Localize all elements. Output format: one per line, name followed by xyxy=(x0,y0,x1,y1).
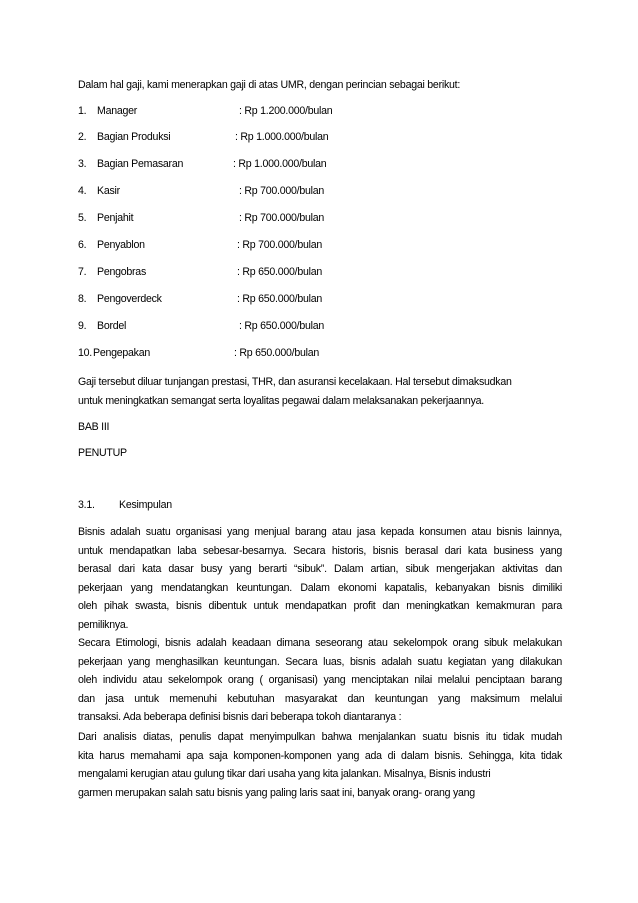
salary-item xyxy=(78,131,568,145)
salary-item-role: Pengobras xyxy=(97,266,146,278)
salary-item-role: Pengoverdeck xyxy=(97,293,162,305)
salary-item-role: Bagian Pemasaran xyxy=(97,158,184,170)
salary-item xyxy=(78,266,568,280)
paragraph-line: dan jasa untuk memenuhi kebutuhan masyarakat dan keuntungan yang maksimum melalui xyxy=(78,692,562,705)
salary-item-number: 7. xyxy=(78,266,87,278)
paragraph-line: oleh individu atau sekelompok orang ( organisasi) yang menciptakan nilai melalui penciptaan barang xyxy=(78,674,562,687)
section-number: 3.1. xyxy=(78,499,95,511)
salary-item-number: 2. xyxy=(78,131,87,143)
paragraph-line: kita harus memahami apa saja komponen-komponen yang ada di dalam bisnis. Sehingga, kita tidak xyxy=(78,749,562,762)
salary-item xyxy=(78,105,568,119)
paragraph-line: oleh pihak swasta, bisnis dibentuk untuk mendapatkan profit dan meningkatkan kemakmuran para xyxy=(78,600,562,613)
salary-item-amount: : Rp 650.000/bulan xyxy=(234,347,320,359)
salary-item-role: Pengepakan xyxy=(93,347,150,359)
salary-item-amount: : Rp 1.000.000/bulan xyxy=(235,131,329,143)
salary-item-role: Bordel xyxy=(97,320,127,332)
salary-item-number: 1. xyxy=(78,105,87,117)
salary-item-amount: : Rp 700.000/bulan xyxy=(239,212,325,224)
salary-item-number: 4. xyxy=(78,185,87,197)
paragraph-line: berasal dari kata dasar busy yang berarti “sibuk”. Dalam artian, sibuk mengerjakan aktivitas dan xyxy=(78,563,562,576)
salary-item-number: 6. xyxy=(78,239,87,251)
salary-item xyxy=(78,185,568,199)
salary-item-amount: : Rp 650.000/bulan xyxy=(239,320,325,332)
salary-item-role: Penyablon xyxy=(97,239,145,251)
salary-item-number: 9. xyxy=(78,320,87,332)
salary-item-amount: : Rp 650.000/bulan xyxy=(237,266,323,278)
paragraph-line: Secara Etimologi, bisnis adalah keadaan dimana seseorang atau sekelompok orang sibuk melakukan xyxy=(78,637,562,649)
salary-item-role: Penjahit xyxy=(97,212,134,224)
salary-item-amount: : Rp 700.000/bulan xyxy=(237,239,323,251)
salary-item xyxy=(78,239,568,253)
intro-text: Dalam hal gaji, kami menerapkan gaji di atas UMR, dengan perincian sebagai berikut: xyxy=(78,79,461,91)
salary-item-role: Manager xyxy=(97,105,138,117)
chapter-title: PENUTUP xyxy=(78,447,127,459)
salary-item xyxy=(78,212,568,226)
salary-item-number: 8. xyxy=(78,293,87,305)
chapter-heading: BAB III xyxy=(78,421,110,433)
salary-item-amount: : Rp 650.000/bulan xyxy=(237,293,323,305)
salary-item-amount: : Rp 700.000/bulan xyxy=(239,185,325,197)
salary-item-amount: : Rp 1.200.000/bulan xyxy=(239,105,333,117)
paragraph-line: Bisnis adalah suatu organisasi yang menjual barang atau jasa kepada konsumen atau bisnis lainnya, xyxy=(78,526,562,538)
salary-item-role: Kasir xyxy=(97,185,120,197)
salary-item xyxy=(78,158,568,172)
paragraph-line: pekerjaan yang menghasilkan keuntungan. Secara luas, bisnis adalah suatu kegiatan yang dilakukan xyxy=(78,655,562,668)
salary-item-number: 10. xyxy=(78,347,92,359)
paragraph-line: untuk mendapatkan laba sebesar-besarnya. Secara historis, bisnis berasal dari kata business yang xyxy=(78,544,562,557)
paragraph-line: Gaji tersebut diluar tunjangan prestasi, THR, dan asuransi kecelakaan. Hal tersebut dimaksudkan xyxy=(78,376,512,388)
salary-item-number: 3. xyxy=(78,158,87,170)
salary-item-amount: : Rp 1.000.000/bulan xyxy=(233,158,327,170)
salary-item-number: 5. xyxy=(78,212,87,224)
paragraph-line: pekerjaan yang mendatangkan keuntungan. Dalam ekonomi kapatalis, kebanyakan bisnis dimiliki xyxy=(78,581,562,594)
salary-item xyxy=(78,293,568,307)
salary-item xyxy=(78,320,568,334)
paragraph-line: untuk meningkatkan semangat serta loyalitas pegawai dalam melaksanakan pekerjaannya. xyxy=(78,395,484,407)
paragraph-line: pemiliknya. xyxy=(78,619,129,631)
paragraph-line: transaksi. Ada beberapa definisi bisnis dari beberapa tokoh diantaranya : xyxy=(78,711,402,724)
paragraph-line: Dari analisis diatas, penulis dapat menyimpulkan bahwa menjalankan suatu bisnis itu tidak mudah xyxy=(78,731,562,743)
section-title: Kesimpulan xyxy=(119,499,172,511)
salary-item xyxy=(78,347,568,361)
salary-item-role: Bagian Produksi xyxy=(97,131,171,143)
paragraph-line: mengalami kerugian atau gulung tikar dari usaha yang kita jalankan. Misalnya, Bisnis industri xyxy=(78,768,491,781)
paragraph-line: garmen merupakan salah satu bisnis yang paling laris saat ini, banyak orang- orang yang xyxy=(78,786,475,799)
